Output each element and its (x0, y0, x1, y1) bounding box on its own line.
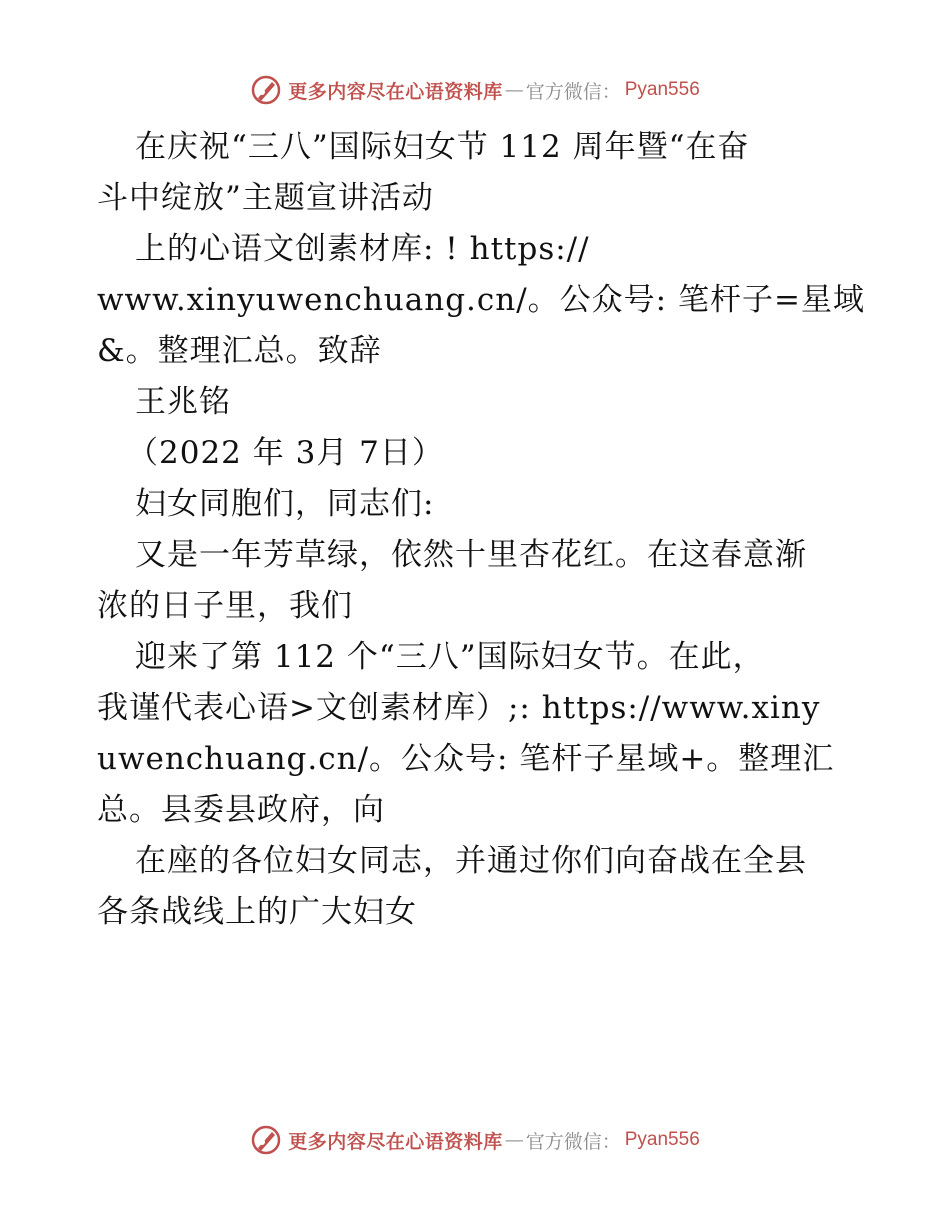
document-body (97, 122, 865, 938)
banner-dash: — (504, 79, 524, 101)
title-line-2: 斗中绽放”主题宣讲活动 (97, 180, 434, 216)
salutation: 妇女同胞们，同志们: (135, 486, 435, 522)
banner-wechat-id: Pyan556 (624, 1129, 700, 1150)
text-line: 在座的各位妇女同志，并通过你们向奋战在全县 (135, 843, 807, 879)
text-line: 上的心语文创素材库: ! https:// (135, 231, 590, 267)
text-line: &。整理汇总。致辞 (97, 333, 382, 369)
speaker-name: 王兆铭 (135, 384, 231, 420)
banner-wechat-label: 官方微信： (525, 1130, 621, 1153)
text-line: 浓的日子里，我们 (97, 588, 353, 624)
pen-logo-icon (250, 1124, 282, 1156)
text-line: 总。县委县政府，向 (97, 792, 385, 828)
banner-wechat-label: 官方微信： (525, 80, 621, 103)
banner-dash: — (504, 1129, 524, 1151)
pen-logo-icon (250, 74, 282, 106)
text-line: uwenchuang.cn/。公众号: 笔杆子星域+。整理汇 (97, 741, 835, 777)
text-line: 迎来了第 112 个“三八”国际妇女节。在此， (135, 639, 765, 675)
banner-wechat-id: Pyan556 (624, 79, 700, 100)
text-line: www.xinyuwenchuang.cn/。公众号: 笔杆子=星域 (97, 282, 865, 318)
banner-brand-text: 更多内容尽在心语资料库 (288, 1130, 503, 1153)
text-line: 我谨代表心语>文创素材库）;: https://www.xiny (97, 690, 821, 726)
title-line-1: 在庆祝“三八”国际妇女节 112 周年暨“在奋 (135, 129, 750, 165)
text-line: 各条战线上的广大妇女 (97, 894, 417, 930)
footer-banner (0, 1120, 950, 1160)
speech-date: （2022 年 3月 7日） (127, 435, 444, 471)
text-line: 又是一年芳草绿，依然十里杏花红。在这春意渐 (135, 537, 807, 573)
banner-brand-text: 更多内容尽在心语资料库 (288, 80, 503, 103)
header-banner (0, 70, 950, 110)
